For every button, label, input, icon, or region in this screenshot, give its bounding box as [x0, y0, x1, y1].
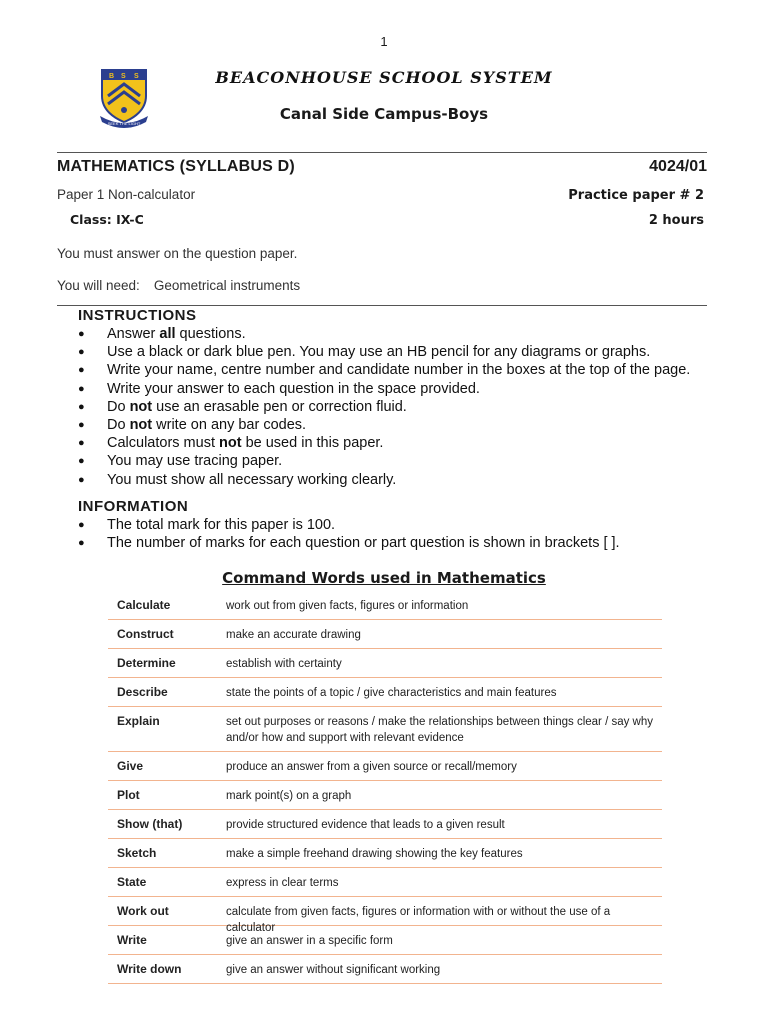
command-definition: set out purposes or reasons / make the relationships between things clear / say why and/or how and support with relevant evidence [226, 716, 654, 744]
command-word: Write down [117, 962, 182, 976]
command-word-row [108, 839, 662, 868]
duration: 2 hours [648, 213, 704, 228]
information-heading: INFORMATION [78, 498, 189, 515]
instruction-item [78, 452, 690, 470]
page-number: 1 [380, 34, 388, 49]
instruction-emphasis: all [159, 326, 176, 342]
divider [57, 152, 707, 153]
instruction-text: Do [107, 398, 130, 415]
command-definition: express in clear terms [226, 877, 339, 889]
command-word: Give [117, 759, 144, 773]
instruction-text: write on any bar codes. [152, 416, 307, 433]
instruction-item [78, 471, 690, 489]
command-word: Determine [117, 656, 176, 670]
command-word-row [108, 591, 662, 620]
subject-title: MATHEMATICS (SYLLABUS D) [57, 158, 295, 175]
command-word-row [108, 707, 662, 752]
instructions-list [78, 325, 690, 489]
information-item: ● The total mark for this paper is 100. [78, 516, 620, 534]
command-word-row [108, 678, 662, 707]
instruction-item [78, 361, 690, 379]
command-definition: produce an answer from a given source or recall/memory [226, 761, 517, 773]
command-word: Plot [117, 788, 140, 802]
requirements [57, 278, 300, 293]
command-word-row [108, 649, 662, 678]
command-words-title: Command Words used in Mathematics [222, 569, 546, 587]
instruction-item [78, 416, 690, 434]
instruction-item [78, 343, 690, 361]
instruction-item [78, 434, 690, 452]
instruction-emphasis: not [219, 435, 242, 452]
command-definition: make an accurate drawing [226, 629, 361, 641]
instruction-text: Write your answer to each question in the space provided. [107, 380, 480, 397]
instruction-text: Do [107, 416, 130, 433]
command-word-row [108, 926, 662, 955]
command-word: Calculate [117, 598, 171, 612]
command-word: Write [117, 933, 147, 947]
command-word: Work out [117, 904, 169, 918]
logo-letter: S [134, 73, 139, 80]
information-list [78, 516, 620, 552]
campus-name: Canal Side Campus-Boys [279, 105, 489, 123]
command-word: State [117, 875, 147, 889]
instruction-text: Write your name, centre number and candidate number in the boxes at the top of the page. [107, 362, 691, 379]
command-word-row [108, 810, 662, 839]
command-definition: give an answer without significant working [226, 964, 441, 976]
information-item: ● The number of marks for each question or part question is shown in brackets [ ]. [78, 534, 620, 552]
command-definition: calculate from given facts, figures or information with or without the use of a calculator [226, 906, 611, 934]
command-definition: give an answer in a specific form [226, 935, 393, 947]
requirements-value: Geometrical instruments [153, 278, 301, 293]
command-word: Show (that) [117, 817, 183, 831]
command-word-row [108, 868, 662, 897]
command-definition: establish with certainty [226, 658, 342, 670]
instruction-item [78, 398, 690, 416]
answer-note: You must answer on the question paper. [57, 246, 298, 261]
instruction-text: Answer [107, 326, 160, 342]
instruction-text: You must show all necessary working clearly. [107, 471, 397, 488]
command-words-table [108, 591, 662, 984]
command-word-row [108, 781, 662, 810]
divider [57, 305, 707, 306]
instruction-text: You may use tracing paper. [107, 453, 283, 470]
class-label: Class: IX-C [70, 212, 144, 227]
command-definition: mark point(s) on a graph [226, 790, 352, 802]
requirements-label: You will need: [57, 278, 140, 293]
instruction-text: use an erasable pen or correction fluid. [152, 398, 407, 415]
command-word: Sketch [117, 846, 157, 860]
instruction-emphasis: not [129, 416, 153, 433]
instruction-item [78, 325, 690, 343]
command-word-row [108, 955, 662, 984]
practice-paper-number: Practice paper # 2 [568, 188, 704, 203]
command-definition: provide structured evidence that leads to a given result [226, 819, 505, 831]
school-crest-icon [98, 66, 150, 128]
instruction-text: questions. [175, 326, 246, 342]
command-word: Describe [117, 685, 168, 699]
instruction-emphasis: not [129, 398, 153, 415]
instruction-item [78, 380, 690, 398]
school-name: BEACONHOUSE SCHOOL SYSTEM [215, 68, 553, 87]
instruction-text: be used in this paper. [241, 435, 384, 452]
command-definition: make a simple freehand drawing showing the key features [226, 848, 523, 860]
command-word-row [108, 752, 662, 781]
command-word: Explain [117, 714, 160, 728]
command-word-row [108, 897, 662, 934]
command-word: Construct [117, 627, 174, 641]
instruction-text: Use a black or dark blue pen. You may use an HB pencil for any diagrams or graphs. [107, 344, 651, 361]
paper-type: Paper 1 Non-calculator [57, 187, 196, 202]
syllabus-code: 4024/01 [649, 158, 707, 175]
instructions-heading: INSTRUCTIONS [78, 307, 197, 324]
logo-letter: B [109, 73, 115, 80]
command-word-row [108, 620, 662, 649]
command-definition: work out from given facts, figures or information [226, 600, 469, 612]
command-definition: state the points of a topic / give characteristics and main features [226, 687, 557, 699]
instruction-text: Calculators must [107, 435, 220, 452]
logo-motto: SEEK THE LIGHT [107, 121, 141, 126]
logo-letter: S [121, 73, 126, 80]
